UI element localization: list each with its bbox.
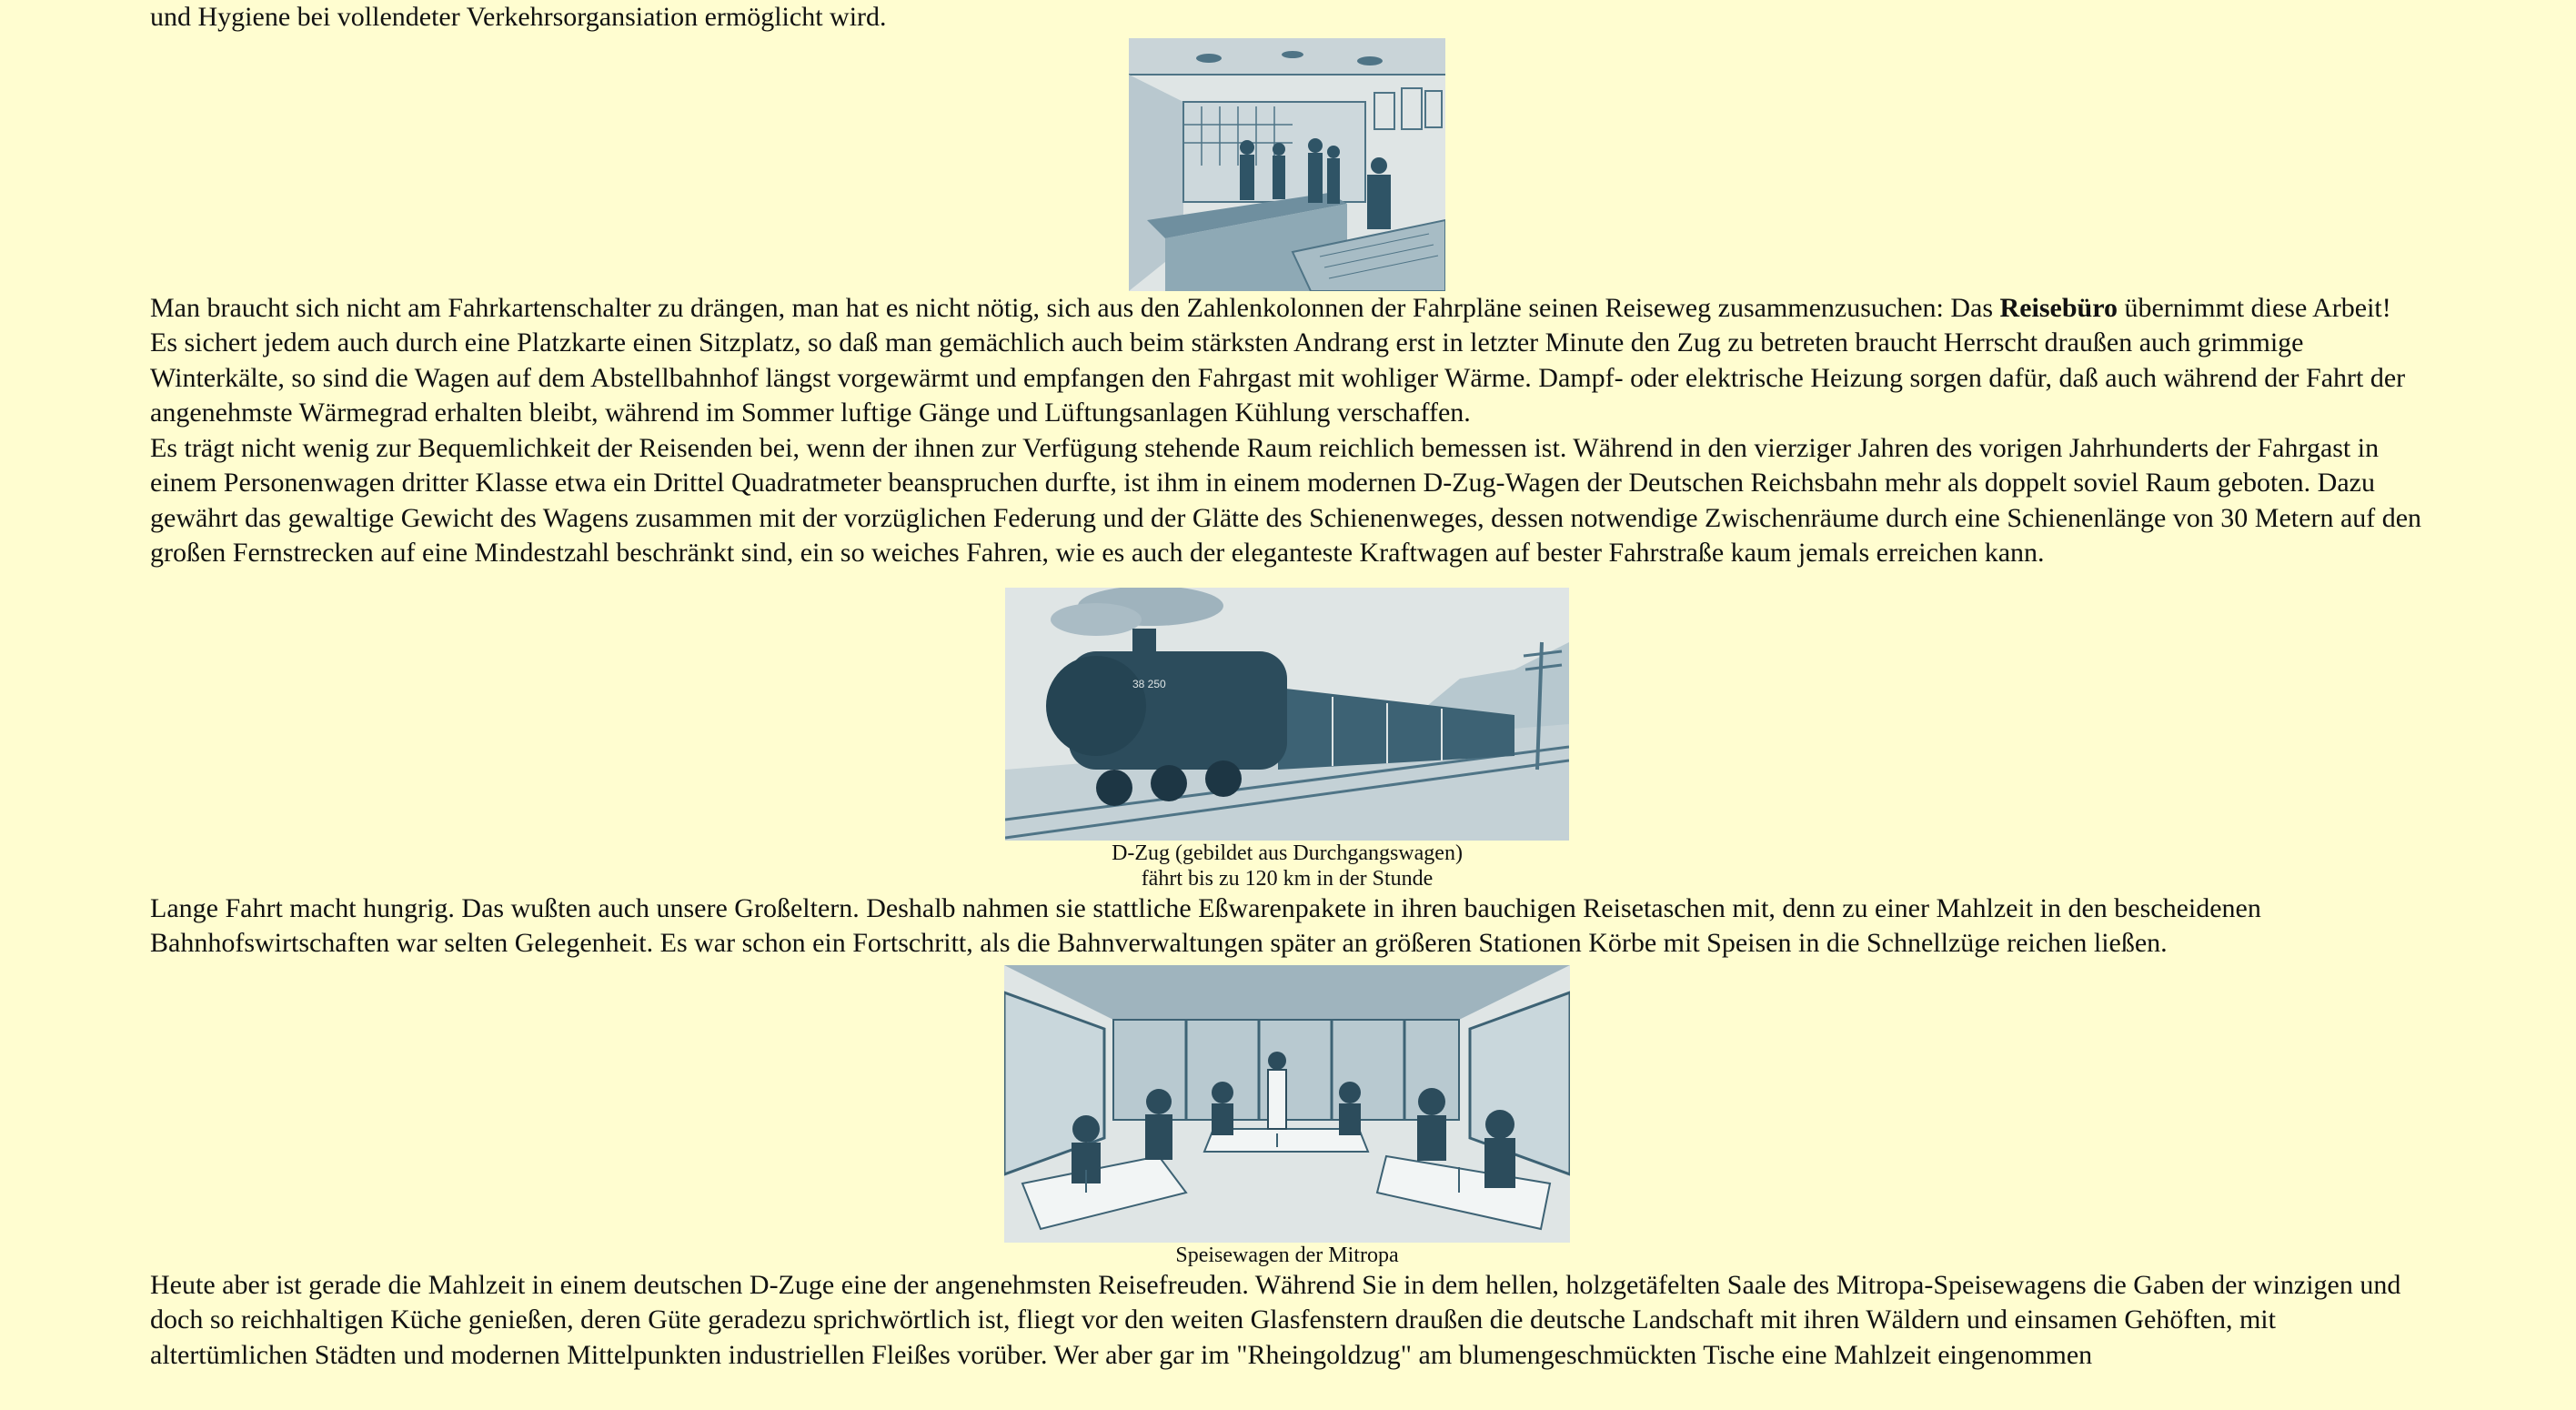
- paragraph-reisebuero: [150, 291, 2424, 431]
- reisebuero-bold: Reisebüro: [1999, 292, 2118, 323]
- article-content: [150, 0, 2424, 1373]
- paragraph-hygiene: und Hygiene bei vollendeter Verkehrsorgansiation ermöglicht wird.: [150, 2, 887, 32]
- figure-travel-office: [1129, 38, 1445, 291]
- figure-speisewagen: [1004, 965, 1570, 1268]
- travel-office-illustration: [1129, 38, 1445, 291]
- loco-number: 38 250: [1132, 677, 1166, 690]
- paragraph-mahlzeit: Heute aber ist gerade die Mahlzeit in einem deutschen D-Zuge eine der angenehmsten Reisefreuden. Während Sie in dem hellen, holzgetäfelten Saale des Mitropa-Speisewagens die Gaben der winzigen und doch so reichhaltigen Küche genießen, deren Güte geradezu sprichwörtlich ist, fliegt vor den weiten Glasfenstern draußen die deutsche Landschaft mit ihren Wäldern und einsamen Gehöften, mit altertümlichen Städten und modernen Mittelpunkten industriellen Fleißes vorüber. Wer aber gar im "Rheingoldzug" am blumengeschmückten Tische eine Mahlzeit eingenommen: [150, 1269, 2401, 1370]
- figure-d-zug: [1005, 588, 1569, 891]
- reisebuero-text-before: Man braucht sich nicht am Fahrkartenschalter zu drängen, man hat es nicht nötig, sich aus den Zahlenkolonnen der Fahrpläne seinen Reiseweg zusammenzusuchen: Das: [150, 292, 2000, 323]
- paragraph-bequemlichkeit: Es trägt nicht wenig zur Bequemlichkeit der Reisenden bei, wenn der ihnen zur Verfügung stehende Raum reichlich bemessen ist. Während in den vierziger Jahren des vorigen Jahrhunderts der Fahrgast in einem Personenwagen dritter Klasse etwa ein Drittel Quadratmeter beanspruchen durfte, ist ihm in einem modernen D-Zug-Wagen der Deutschen Reichsbahn mehr als doppelt soviel Raum geboten. Dazu gewährt das gewaltige Gewicht des Wagens zusammen mit der vorzüglichen Federung und der Glätte des Schienenweges, dessen notwendige Zwischenräume durch eine Schienenlänge von 30 Metern auf den großen Fernstrecken auf eine Mindestzahl beschränkt sind, ein so weiches Fahren, wie es auch der eleganteste Kraftwagen auf bester Fahrstraße kaum jemals erreichen kann.: [150, 432, 2422, 568]
- reisebuero-text-after: übernimmt diese Arbeit! Es sichert jedem auch durch eine Platzkarte einen Sitzplatz, so daß man gemächlich auch beim stärksten Andrang erst in letzter Minute den Zug zu betreten braucht Herrscht draußen auch grimmige Winterkälte, so sind die Wagen auf dem Abstellbahnhof längst vorgewärmt und empfangen den Fahrgast mit wohliger Wärme. Dampf- oder elektrische Heizung sorgen dafür, daß auch während der Fahrt der angenehmste Wärmegrad erhalten bleibt, während im Sommer luftige Gänge und Lüftungsanlagen Kühlung verschaffen.: [150, 292, 2406, 428]
- speisewagen-caption: Speisewagen der Mitropa: [1175, 1243, 1399, 1267]
- speisewagen-illustration: [1004, 965, 1570, 1243]
- d-zug-illustration: [1005, 588, 1569, 841]
- paragraph-hungrig: Lange Fahrt macht hungrig. Das wußten auch unsere Großeltern. Deshalb nahmen sie stattliche Eßwarenpakete in ihren bauchigen Reisetaschen mit, denn zu einer Mahlzeit in den bescheidenen Bahnhofswirtschaften war selten Gelegenheit. Es war schon ein Fortschritt, als die Bahnverwaltungen später an größeren Stationen Körbe mit Speisen in die Schnellzüge reichen ließen.: [150, 892, 2261, 958]
- d-zug-caption-line2: fährt bis zu 120 km in der Stunde: [1141, 866, 1434, 891]
- d-zug-caption-line1: D-Zug (gebildet aus Durchgangswagen): [1112, 841, 1463, 865]
